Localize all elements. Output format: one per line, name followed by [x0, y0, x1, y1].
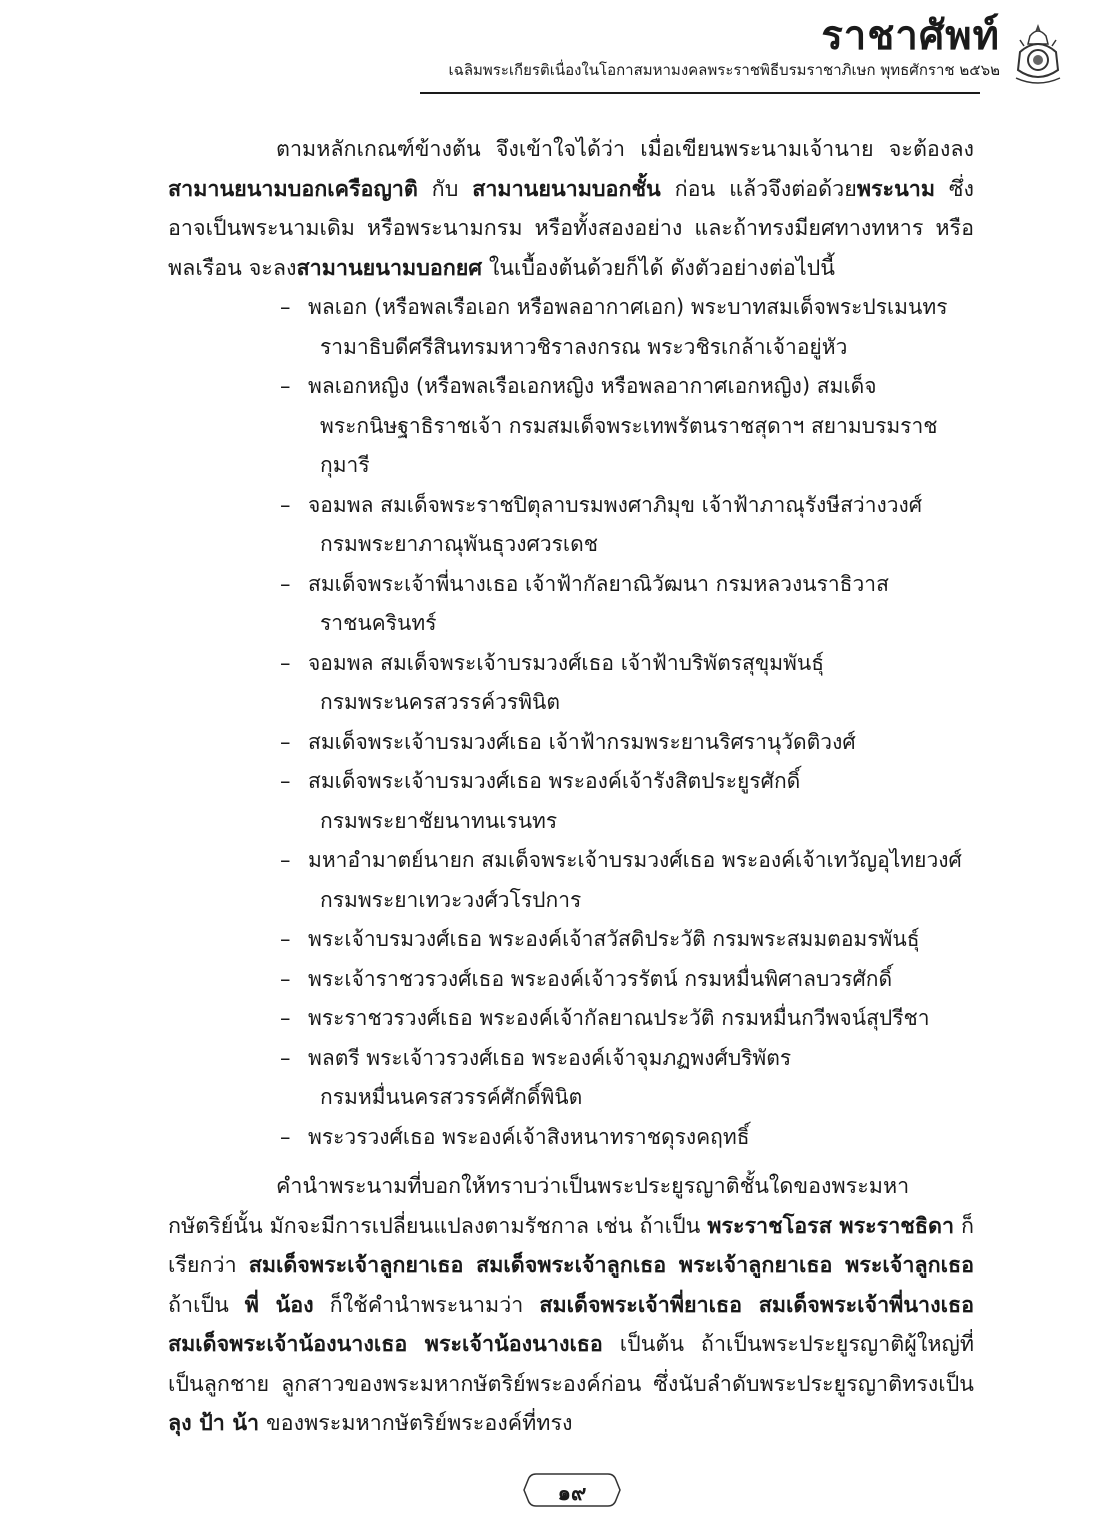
dash-bullet: – — [280, 571, 291, 596]
list-item — [280, 565, 974, 644]
list-item — [280, 288, 974, 367]
dash-bullet: – — [280, 650, 291, 675]
document-body — [168, 130, 974, 1444]
dash-bullet: – — [280, 1124, 291, 1149]
list-item — [280, 762, 974, 841]
list-item-line1: สมเด็จพระเจ้าพี่นางเธอ เจ้าฟ้ากัลยาณิวัฒนา กรมหลวงนราธิวาส — [308, 571, 889, 596]
header-divider — [420, 92, 980, 94]
list-item-line1: พระราชวรวงศ์เธอ พระองค์เจ้ากัลยาณประวัติ กรมหมื่นกวีพจน์สุปรีชา — [308, 1006, 930, 1030]
list-item — [280, 841, 974, 920]
intro-paragraph: ตามหลักเกณฑ์ข้างต้น จึงเข้าใจได้ว่า เมื่อเขียนพระนามเจ้านาย จะต้องลง สามานยนามบอกเครือญาติ กับ สามานยนามบอกชั้น ก่อน แล้วจึงต่อด้วยพระนาม ซึ่งอาจเป็นพระนามเดิม หรือพระนามกรม หรือทั้งสองอย่าง และถ้าทรงมียศทางทหาร หรือพลเรือน จะลงสามานยนามบอกยศ ในเบื้องต้นด้วยก็ได้ ดังตัวอย่างต่อไปนี้ — [168, 137, 974, 281]
list-item-line1: พลเอก (หรือพลเรือเอก หรือพลอากาศเอก) พระบาทสมเด็จพระปรเมนทร — [308, 295, 948, 319]
list-item-line1: พลตรี พระเจ้าวรวงศ์เธอ พระองค์เจ้าจุมภฏพงศ์บริพัตร — [308, 1045, 792, 1070]
dash-bullet: – — [280, 848, 291, 872]
list-item-line2: รามาธิบดีศรีสินทรมหาวชิราลงกรณ พระวชิรเกล้าเจ้าอยู่หัว — [320, 334, 848, 359]
page-header — [380, 14, 1000, 80]
dash-bullet: – — [280, 374, 291, 398]
page-number: ๑๙ — [557, 1481, 587, 1505]
list-item-line2: กรมพระยาภาณุพันธุวงศวรเดช — [320, 532, 598, 556]
header-title: ราชาศัพท์ — [821, 13, 1000, 59]
list-item-line1: จอมพล สมเด็จพระราชปิตุลาบรมพงศาภิมุข เจ้าฟ้าภาณุรังษีสว่างวงศ์ — [308, 492, 923, 517]
list-item — [280, 1039, 974, 1118]
list-item-line2: กรมพระนครสวรรค์วรพินิต — [320, 690, 561, 714]
list-item-line1: สมเด็จพระเจ้าบรมวงศ์เธอ เจ้าฟ้ากรมพระยานริศรานุวัดติวงศ์ — [308, 729, 856, 754]
list-item — [280, 644, 974, 723]
list-item-line2: กรมพระยาชัยนาทนเรนทร — [320, 808, 558, 833]
list-item-line2: กรมพระยาเทวะวงศ์วโรปการ — [320, 887, 582, 912]
dash-bullet: – — [280, 927, 291, 951]
dash-bullet: – — [280, 729, 291, 754]
royal-emblem-icon — [1010, 22, 1066, 88]
dash-bullet: – — [280, 769, 291, 793]
list-item — [280, 723, 974, 763]
list-item-line1: พระเจ้าบรมวงศ์เธอ พระองค์เจ้าสวัสดิประวัติ กรมพระสมมตอมรพันธุ์ — [308, 927, 920, 951]
list-item-line1: มหาอำมาตย์นายก สมเด็จพระเจ้าบรมวงศ์เธอ พระองค์เจ้าเทวัญอุไทยวงศ์ — [308, 848, 962, 872]
list-item-line1: พระวรวงศ์เธอ พระองค์เจ้าสิงหนาทราชดุรงคฤทธิ์ — [308, 1124, 750, 1149]
list-item-line1: พลเอกหญิง (หรือพลเรือเอกหญิง หรือพลอากาศเอกหญิง) สมเด็จ — [308, 374, 877, 398]
dash-bullet: – — [280, 1045, 291, 1070]
list-item-line1: สมเด็จพระเจ้าบรมวงศ์เธอ พระองค์เจ้ารังสิตประยูรศักดิ์ — [308, 769, 801, 793]
list-item — [280, 920, 974, 960]
list-item — [280, 367, 974, 486]
list-item-line1: จอมพล สมเด็จพระเจ้าบรมวงศ์เธอ เจ้าฟ้าบริพัตรสุขุมพันธุ์ — [308, 650, 825, 675]
closing-paragraph: คำนำพระนามที่บอกให้ทราบว่าเป็นพระประยูรญาติชั้นใดของพระมหากษัตริย์นั้น มักจะมีการเปลี่ยนแปลงตามรัชกาล เช่น ถ้าเป็น พระราชโอรส พระราชธิดา ก็เรียกว่า สมเด็จพระเจ้าลูกยาเธอ สมเด็จพระเจ้าลูกเธอ พระเจ้าลูกยาเธอ พระเจ้าลูกเธอ ถ้าเป็น พี่ น้อง ก็ใช้คำนำพระนามว่า สมเด็จพระเจ้าพี่ยาเธอ สมเด็จพระเจ้าพี่นางเธอ สมเด็จพระเจ้าน้องนางเธอ พระเจ้าน้องนางเธอ เป็นต้น ถ้าเป็นพระประยูรญาติผู้ใหญ่ที่เป็นลูกชาย ลูกสาวของพระมหากษัตริย์พระองค์ก่อน ซึ่งนับลำดับพระประยูรญาติทรงเป็น ลุง ป้า น้า ของพระมหากษัตริย์พระองค์ที่ทรง — [168, 1174, 975, 1436]
list-item — [280, 960, 974, 1000]
header-subtitle: เฉลิมพระเกียรติเนื่องในโอกาสมหามงคลพระราชพิธีบรมราชาภิเษก พุทธศักราช ๒๕๖๒ — [448, 61, 1000, 79]
dash-bullet: – — [280, 295, 291, 319]
list-item-line1: พระเจ้าราชวรวงศ์เธอ พระองค์เจ้าวรรัตน์ กรมหมื่นพิศาลบวรศักดิ์ — [308, 966, 893, 991]
page-number-badge — [522, 1470, 622, 1510]
list-item — [280, 1118, 974, 1158]
list-item — [280, 486, 974, 565]
list-item-line2: กรมหมื่นนครสวรรค์ศักดิ์พินิต — [320, 1085, 583, 1109]
list-item-line2: ราชนครินทร์ — [320, 611, 437, 635]
dash-bullet: – — [280, 1006, 291, 1030]
list-item — [280, 999, 974, 1039]
example-list — [168, 288, 974, 1157]
dash-bullet: – — [280, 492, 291, 517]
dash-bullet: – — [280, 966, 291, 991]
list-item-line2: พระกนิษฐาธิราชเจ้า กรมสมเด็จพระเทพรัตนราชสุดาฯ สยามบรมราชกุมารี — [320, 413, 938, 477]
